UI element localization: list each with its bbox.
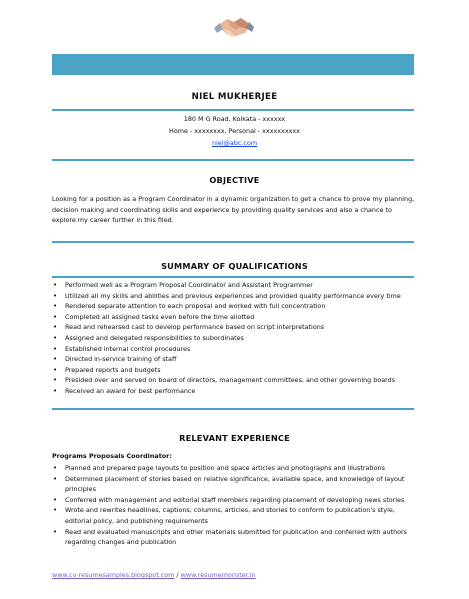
qualifications-list xyxy=(52,280,416,397)
list-item: • Utilized all my skills and abilities and previous experiences and provided quality performance every time xyxy=(52,291,416,302)
divider xyxy=(52,159,414,161)
list-item: • Read and evaluated manuscripts and other materials submitted for publication and conferred with authors regarding changes and publication xyxy=(52,527,416,548)
email-link[interactable]: niel@abc.com xyxy=(211,139,258,147)
list-item: • Wrote and rewrites headlines, captions, columns, articles, and stories to conform to publication's style, editorial policy, and publishing requirements xyxy=(52,505,416,526)
qualifications-heading: SUMMARY OF QUALIFICATIONS xyxy=(161,261,308,271)
divider xyxy=(52,408,414,410)
list-item: • Completed all assigned tasks even before the time allotted xyxy=(52,312,416,323)
objective-text: Looking for a position as a Program Coordinator in a dynamic organization to get a chance to prove my planning, decision making and coordinating skills and experience by providing quality services and also a chance to explore my career further in this filed. xyxy=(52,195,415,225)
list-item: • Presided over and served on board of directors, management committees, and other governing boards xyxy=(52,375,416,386)
footer-link-cv-samples[interactable]: www.cv-resumesamples.blogspot.com xyxy=(52,571,175,579)
footer-separator: / xyxy=(174,571,179,579)
divider xyxy=(52,276,414,278)
list-item: • Performed well as a Program Proposal Coordinator and Assistant Programmer xyxy=(52,280,416,291)
role-title: Programs Proposals Coordinator: xyxy=(52,452,172,460)
list-item: • Determined placement of stories based on relative significance, available space, and knowledge of layout principles xyxy=(52,474,416,495)
experience-list xyxy=(52,463,416,548)
experience-heading: RELEVANT EXPERIENCE xyxy=(179,433,290,443)
handshake-icon xyxy=(214,6,254,46)
list-item: • Established internal control procedures xyxy=(52,344,416,355)
list-item: • Rendered separate attention to each proposal and worked with full concentration xyxy=(52,301,416,312)
address-line: 180 M G Road, Kolkata - xxxxxx xyxy=(183,115,286,123)
header-banner xyxy=(52,54,414,75)
list-item: • Prepared reports and budgets xyxy=(52,365,416,376)
list-item: • Planned and prepared page layouts to position and space articles and photographs and illustrations xyxy=(52,463,416,474)
phone-line: Home - xxxxxxxx, Personal - xxxxxxxxxx xyxy=(169,127,300,135)
list-item: • Read and rehearsed cast to develop performance based on script interpretations xyxy=(52,322,416,333)
footer-link-resumemonster[interactable]: www.resumemonster.in xyxy=(180,571,256,579)
list-item: • Received an award for best performance xyxy=(52,386,416,397)
footer xyxy=(52,571,256,579)
divider xyxy=(52,241,414,243)
divider xyxy=(52,109,414,111)
list-item: • Assigned and delegated responsibilities to subordinates xyxy=(52,333,416,344)
list-item: • Conferred with management and editorial staff members regarding placement of developing news stories xyxy=(52,495,416,506)
list-item: • Directed in-service training of staff xyxy=(52,354,416,365)
candidate-name: NIEL MUKHERJEE xyxy=(191,92,278,102)
objective-heading: OBJECTIVE xyxy=(209,175,260,185)
